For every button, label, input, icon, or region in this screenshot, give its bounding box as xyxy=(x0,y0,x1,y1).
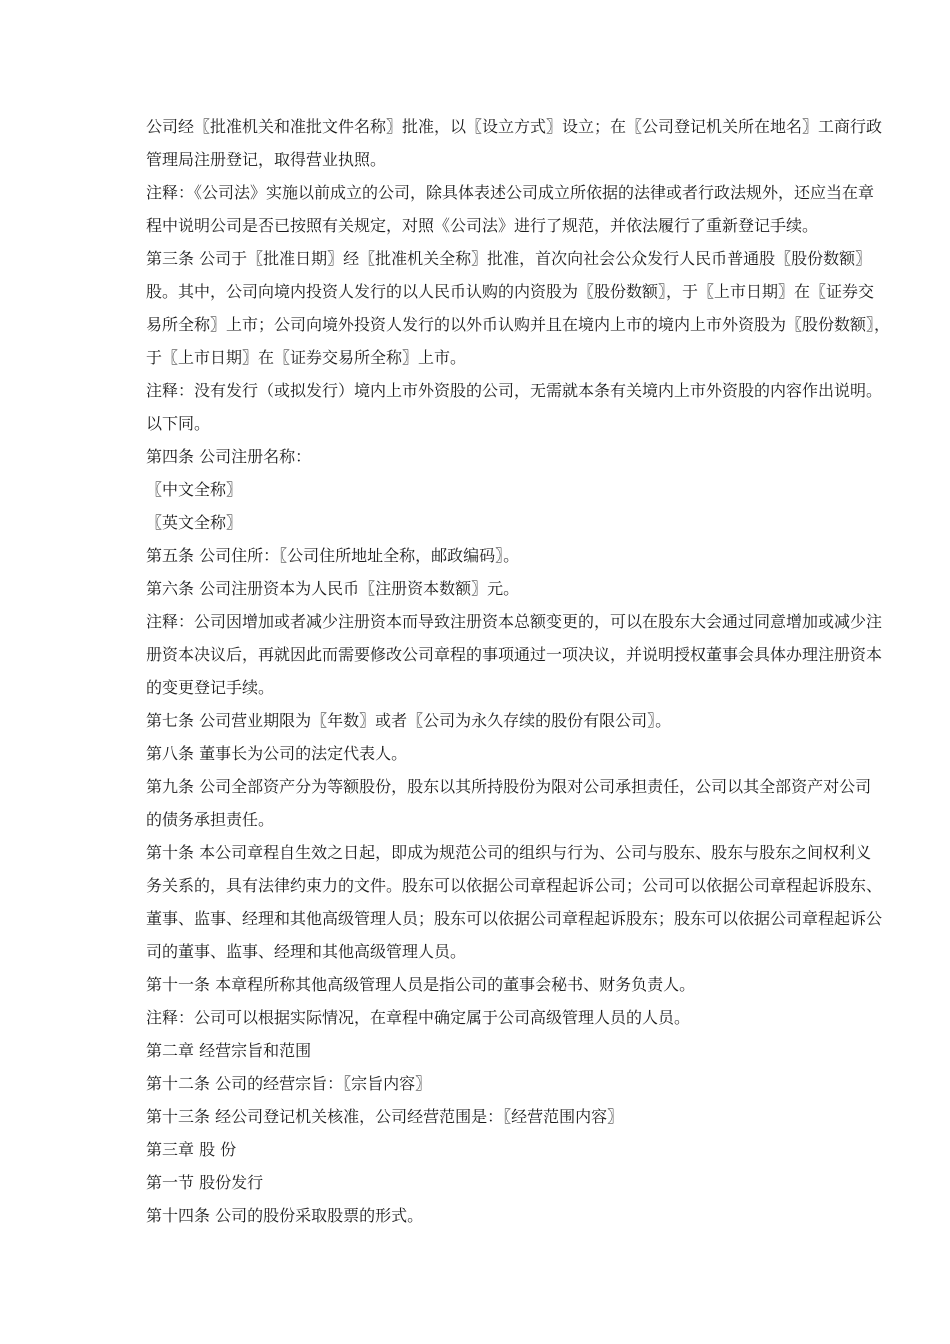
text-line: 第七条 公司营业期限为〖年数〗或者〖公司为永久存续的股份有限公司〗。 xyxy=(146,711,672,730)
text-line: 注释：没有发行（或拟发行）境内上市外资股的公司，无需就本条有关境内上市外资股的内容作出说明。 xyxy=(146,381,883,400)
text-line: 第一节 股份发行 xyxy=(146,1173,264,1192)
text-line: 的债务承担责任。 xyxy=(146,810,275,829)
text-line: 公司经〖批准机关和准批文件名称〗批准，以〖设立方式〗设立；在〖公司登记机关所在地名〗工商行政 xyxy=(146,117,883,136)
text-line: 册资本决议后，再就因此而需要修改公司章程的事项通过一项决议，并说明授权董事会具体办理注册资本 xyxy=(146,645,883,664)
text-line: 第三章 股 份 xyxy=(146,1140,237,1159)
text-line: 〖中文全称〗 xyxy=(146,480,243,499)
text-line: 第十一条 本章程所称其他高级管理人员是指公司的董事会秘书、财务负责人。 xyxy=(146,975,696,994)
text-line: 管理局注册登记，取得营业执照。 xyxy=(146,150,387,169)
text-line: 第六条 公司注册资本为人民币〖注册资本数额〗元。 xyxy=(146,579,520,598)
text-line: 程中说明公司是否已按照有关规定，对照《公司法》进行了规范，并依法履行了重新登记手续。 xyxy=(146,216,819,235)
text-line: 股。其中，公司向境内投资人发行的以人民币认购的内资股为〖股份数额〗，于〖上市日期〗在〖证券交 xyxy=(146,282,875,301)
text-line: 的变更登记手续。 xyxy=(146,678,275,697)
text-line: 第二章 经营宗旨和范围 xyxy=(146,1041,312,1060)
text-line: 第十二条 公司的经营宗旨：〖宗旨内容〗 xyxy=(146,1074,432,1093)
text-line: 第三条 公司于〖批准日期〗经〖批准机关全称〗批准，首次向社会公众发行人民币普通股〖股份数额〗 xyxy=(146,249,872,268)
text-line: 第十条 本公司章程自生效之日起，即成为规范公司的组织与行为、公司与股东、股东与股东之间权利义 xyxy=(146,843,872,862)
text-line: 注释：《公司法》实施以前成立的公司，除具体表述公司成立所依据的法律或者行政法规外，还应当在章 xyxy=(146,183,875,202)
text-line: 注释：公司可以根据实际情况，在章程中确定属于公司高级管理人员的人员。 xyxy=(146,1008,691,1027)
text-line: 第五条 公司住所：〖公司住所地址全称，邮政编码〗。 xyxy=(146,546,520,565)
text-line: 注释：公司因增加或者减少注册资本而导致注册资本总额变更的，可以在股东大会通过同意增加或减少注 xyxy=(146,612,883,631)
text-line: 第四条 公司注册名称： xyxy=(146,447,312,466)
text-line: 第十四条 公司的股份采取股票的形式。 xyxy=(146,1206,424,1225)
text-line: 务关系的，具有法律约束力的文件。股东可以依据公司章程起诉公司；公司可以依据公司章程起诉股东、 xyxy=(146,876,883,895)
text-line: 第八条 董事长为公司的法定代表人。 xyxy=(146,744,408,763)
text-line: 易所全称〗上市；公司向境外投资人发行的以外币认购并且在境内上市的境内上市外资股为〖股份数额〗， xyxy=(146,315,891,334)
text-line: 于〖上市日期〗在〖证券交易所全称〗上市。 xyxy=(146,348,467,367)
text-line: 以下同。 xyxy=(146,414,211,433)
document-body xyxy=(146,110,891,1232)
text-line: 〖英文全称〗 xyxy=(146,513,243,532)
text-line: 第九条 公司全部资产分为等额股份，股东以其所持股份为限对公司承担责任，公司以其全部资产对公司 xyxy=(146,777,872,796)
text-line: 董事、监事、经理和其他高级管理人员；股东可以依据公司章程起诉股东；股东可以依据公司章程起诉公 xyxy=(146,909,883,928)
text-line: 第十三条 经公司登记机关核准，公司经营范围是：〖经营范围内容〗 xyxy=(146,1107,624,1126)
text-line: 司的董事、监事、经理和其他高级管理人员。 xyxy=(146,942,467,961)
